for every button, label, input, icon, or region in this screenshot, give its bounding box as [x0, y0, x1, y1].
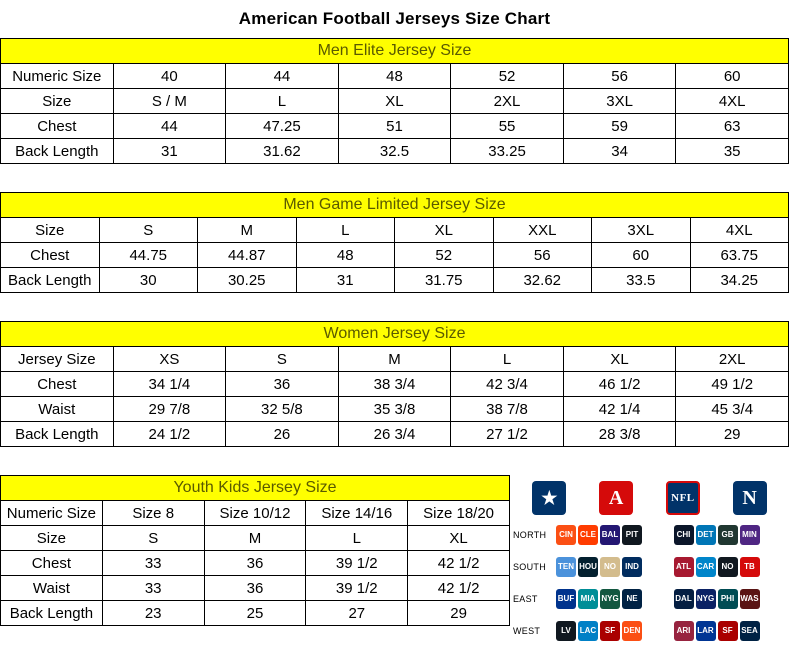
- table-cell: 38 3/4: [338, 372, 451, 397]
- row-label: Waist: [1, 397, 114, 422]
- table-cell: 48: [296, 243, 395, 268]
- table-cell: 42 1/4: [563, 397, 676, 422]
- table-cell: XL: [338, 89, 451, 114]
- table-cell: 52: [451, 64, 564, 89]
- league-logo-panel: [510, 475, 789, 655]
- table-cell: 2XL: [676, 347, 789, 372]
- table-row: [1, 243, 789, 268]
- division-label-west: WEST: [513, 626, 541, 636]
- table-cell: 55: [451, 114, 564, 139]
- table-women: [0, 321, 789, 447]
- section-youth-kids: [0, 475, 789, 655]
- table-cell: 3XL: [592, 218, 691, 243]
- table-cell: L: [306, 526, 408, 551]
- pro-bowl-logo-icon: ★: [532, 481, 566, 515]
- table-cell: 59: [563, 114, 676, 139]
- team-logo-icon: NO: [718, 557, 738, 577]
- table-cell: 36: [204, 576, 306, 601]
- table-cell: 26: [226, 422, 339, 447]
- row-label: Chest: [1, 114, 114, 139]
- table-cell: L: [296, 218, 395, 243]
- table-cell: 40: [113, 64, 226, 89]
- row-label: Size: [1, 89, 114, 114]
- team-logo-icon: PHI: [718, 589, 738, 609]
- team-logo-icon: CHI: [674, 525, 694, 545]
- table-cell: 60: [592, 243, 691, 268]
- team-logo-icon: LAR: [696, 621, 716, 641]
- table-cell: 29: [408, 601, 510, 626]
- row-label: Back Length: [1, 422, 114, 447]
- row-label: Back Length: [1, 268, 100, 293]
- table-row: [1, 422, 789, 447]
- afc-north-teams: [554, 519, 672, 551]
- section-heading-women: Women Jersey Size: [1, 322, 789, 347]
- afc-logo-icon: A: [599, 481, 633, 515]
- table-cell: 26 3/4: [338, 422, 451, 447]
- table-cell: 31.62: [226, 139, 339, 164]
- row-label: Waist: [1, 576, 103, 601]
- table-row: [1, 526, 510, 551]
- table-cell: 30: [99, 268, 198, 293]
- nfc-north-teams: [672, 519, 789, 551]
- row-label: Numeric Size: [1, 64, 114, 89]
- table-cell: 33.25: [451, 139, 564, 164]
- table-cell: 31: [113, 139, 226, 164]
- table-cell: 39 1/2: [306, 576, 408, 601]
- team-logo-icon: SF: [600, 621, 620, 641]
- table-row: [1, 551, 510, 576]
- table-row: [1, 601, 510, 626]
- table-cell: 32 5/8: [226, 397, 339, 422]
- table-cell: 49 1/2: [676, 372, 789, 397]
- table-cell: 4XL: [676, 89, 789, 114]
- row-label: Back Length: [1, 601, 103, 626]
- table-row: [1, 89, 789, 114]
- table-cell: 36: [204, 551, 306, 576]
- table-cell: 60: [676, 64, 789, 89]
- nfc-west-teams: [672, 615, 789, 647]
- table-cell: 29 7/8: [113, 397, 226, 422]
- table-row: [1, 576, 510, 601]
- row-label: Jersey Size: [1, 347, 114, 372]
- table-row: [1, 114, 789, 139]
- table-cell: XL: [395, 218, 494, 243]
- team-logo-icon: LAC: [578, 621, 598, 641]
- table-cell: 52: [395, 243, 494, 268]
- nfc-logo-icon: N: [733, 481, 767, 515]
- section-men-elite: [0, 38, 789, 164]
- team-logo-icon: TEN: [556, 557, 576, 577]
- table-cell: S / M: [113, 89, 226, 114]
- division-label-east: EAST: [513, 594, 538, 604]
- team-logo-icon: WAS: [740, 589, 760, 609]
- team-logo-icon: LV: [556, 621, 576, 641]
- team-logo-icon: HOU: [578, 557, 598, 577]
- row-label: Chest: [1, 243, 100, 268]
- table-cell: 42 1/2: [408, 551, 510, 576]
- table-cell: M: [338, 347, 451, 372]
- table-cell: 33.5: [592, 268, 691, 293]
- table-cell: 2XL: [451, 89, 564, 114]
- section-men-game-limited: [0, 192, 789, 293]
- team-logo-icon: BAL: [600, 525, 620, 545]
- table-youth-kids: [0, 475, 510, 626]
- team-logo-icon: NYG: [696, 589, 716, 609]
- table-cell: 28 3/8: [563, 422, 676, 447]
- team-logo-icon: NYG: [600, 589, 620, 609]
- row-label: Size: [1, 526, 103, 551]
- table-cell: XXL: [493, 218, 592, 243]
- conference-logos-row: [510, 475, 789, 519]
- team-logo-icon: CAR: [696, 557, 716, 577]
- table-cell: Size 10/12: [204, 501, 306, 526]
- table-cell: 56: [493, 243, 592, 268]
- table-cell: 34 1/4: [113, 372, 226, 397]
- table-cell: 29: [676, 422, 789, 447]
- table-cell: M: [198, 218, 297, 243]
- table-cell: 36: [226, 372, 339, 397]
- table-cell: 30.25: [198, 268, 297, 293]
- table-cell: XS: [113, 347, 226, 372]
- row-label: Chest: [1, 551, 103, 576]
- team-logo-icon: NO: [600, 557, 620, 577]
- section-heading-row: [1, 476, 510, 501]
- division-label-south: SOUTH: [513, 562, 546, 572]
- afc-south-teams: [554, 551, 672, 583]
- section-divider: [0, 293, 789, 321]
- table-cell: 32.62: [493, 268, 592, 293]
- nfl-teams-graphic: [510, 475, 789, 655]
- team-logo-icon: GB: [718, 525, 738, 545]
- table-cell: 3XL: [563, 89, 676, 114]
- row-label: Back Length: [1, 139, 114, 164]
- section-heading-men-elite: Men Elite Jersey Size: [1, 39, 789, 64]
- team-logo-icon: NE: [622, 589, 642, 609]
- table-cell: Size 14/16: [306, 501, 408, 526]
- table-cell: 25: [204, 601, 306, 626]
- nfc-east-teams: [672, 583, 789, 615]
- table-cell: XL: [408, 526, 510, 551]
- table-cell: XL: [563, 347, 676, 372]
- row-label: Size: [1, 218, 100, 243]
- table-cell: 44: [113, 114, 226, 139]
- team-logo-icon: MIA: [578, 589, 598, 609]
- table-cell: Size 18/20: [408, 501, 510, 526]
- table-cell: Size 8: [102, 501, 204, 526]
- team-logo-icon: ARI: [674, 621, 694, 641]
- table-row: [1, 397, 789, 422]
- table-cell: 42 1/2: [408, 576, 510, 601]
- youth-table-wrap: [0, 475, 510, 655]
- table-cell: 44: [226, 64, 339, 89]
- table-cell: 32.5: [338, 139, 451, 164]
- table-cell: 63.75: [690, 243, 789, 268]
- table-men-game-limited: [0, 192, 789, 293]
- section-divider: [0, 447, 789, 475]
- table-cell: 33: [102, 576, 204, 601]
- table-cell: S: [102, 526, 204, 551]
- section-heading-row: [1, 39, 789, 64]
- table-cell: 24 1/2: [113, 422, 226, 447]
- team-logo-icon: CIN: [556, 525, 576, 545]
- table-cell: 39 1/2: [306, 551, 408, 576]
- team-logo-icon: MIN: [740, 525, 760, 545]
- team-logo-icon: PIT: [622, 525, 642, 545]
- afc-east-teams: [554, 583, 672, 615]
- table-cell: S: [226, 347, 339, 372]
- team-logo-icon: DAL: [674, 589, 694, 609]
- table-cell: 33: [102, 551, 204, 576]
- table-men-elite: [0, 38, 789, 164]
- table-cell: 38 7/8: [451, 397, 564, 422]
- team-logo-icon: DET: [696, 525, 716, 545]
- table-cell: 23: [102, 601, 204, 626]
- section-heading-row: [1, 193, 789, 218]
- table-cell: 27 1/2: [451, 422, 564, 447]
- table-cell: 56: [563, 64, 676, 89]
- table-cell: L: [451, 347, 564, 372]
- table-cell: 4XL: [690, 218, 789, 243]
- nfc-south-teams: [672, 551, 789, 583]
- team-logo-icon: SEA: [740, 621, 760, 641]
- team-logo-icon: TB: [740, 557, 760, 577]
- table-cell: L: [226, 89, 339, 114]
- table-cell: 44.87: [198, 243, 297, 268]
- page-title: American Football Jerseys Size Chart: [0, 0, 789, 38]
- team-logo-icon: CLE: [578, 525, 598, 545]
- table-cell: 44.75: [99, 243, 198, 268]
- table-cell: 34: [563, 139, 676, 164]
- section-heading-row: [1, 322, 789, 347]
- table-row: [1, 218, 789, 243]
- table-cell: 35 3/8: [338, 397, 451, 422]
- table-cell: 63: [676, 114, 789, 139]
- table-cell: 27: [306, 601, 408, 626]
- row-label: Numeric Size: [1, 501, 103, 526]
- table-cell: 45 3/4: [676, 397, 789, 422]
- table-cell: 35: [676, 139, 789, 164]
- section-heading-youth-kids: Youth Kids Jersey Size: [1, 476, 510, 501]
- table-row: [1, 372, 789, 397]
- team-logo-icon: ATL: [674, 557, 694, 577]
- table-cell: 47.25: [226, 114, 339, 139]
- table-cell: 31: [296, 268, 395, 293]
- row-label: Chest: [1, 372, 114, 397]
- section-heading-men-game-limited: Men Game Limited Jersey Size: [1, 193, 789, 218]
- table-row: [1, 64, 789, 89]
- division-label-north: NORTH: [513, 530, 547, 540]
- division-grid: [510, 519, 789, 647]
- team-logo-icon: DEN: [622, 621, 642, 641]
- team-logo-icon: IND: [622, 557, 642, 577]
- table-cell: S: [99, 218, 198, 243]
- table-cell: 34.25: [690, 268, 789, 293]
- afc-west-teams: [554, 615, 672, 647]
- team-logo-icon: BUF: [556, 589, 576, 609]
- table-cell: 42 3/4: [451, 372, 564, 397]
- section-women: [0, 321, 789, 447]
- team-logo-icon: SF: [718, 621, 738, 641]
- table-cell: 51: [338, 114, 451, 139]
- table-row: [1, 501, 510, 526]
- table-cell: 46 1/2: [563, 372, 676, 397]
- table-row: [1, 139, 789, 164]
- table-cell: 48: [338, 64, 451, 89]
- table-row: [1, 347, 789, 372]
- section-divider: [0, 164, 789, 192]
- table-cell: M: [204, 526, 306, 551]
- table-cell: 31.75: [395, 268, 494, 293]
- table-row: [1, 268, 789, 293]
- nfl-shield-logo-icon: NFL: [666, 481, 700, 515]
